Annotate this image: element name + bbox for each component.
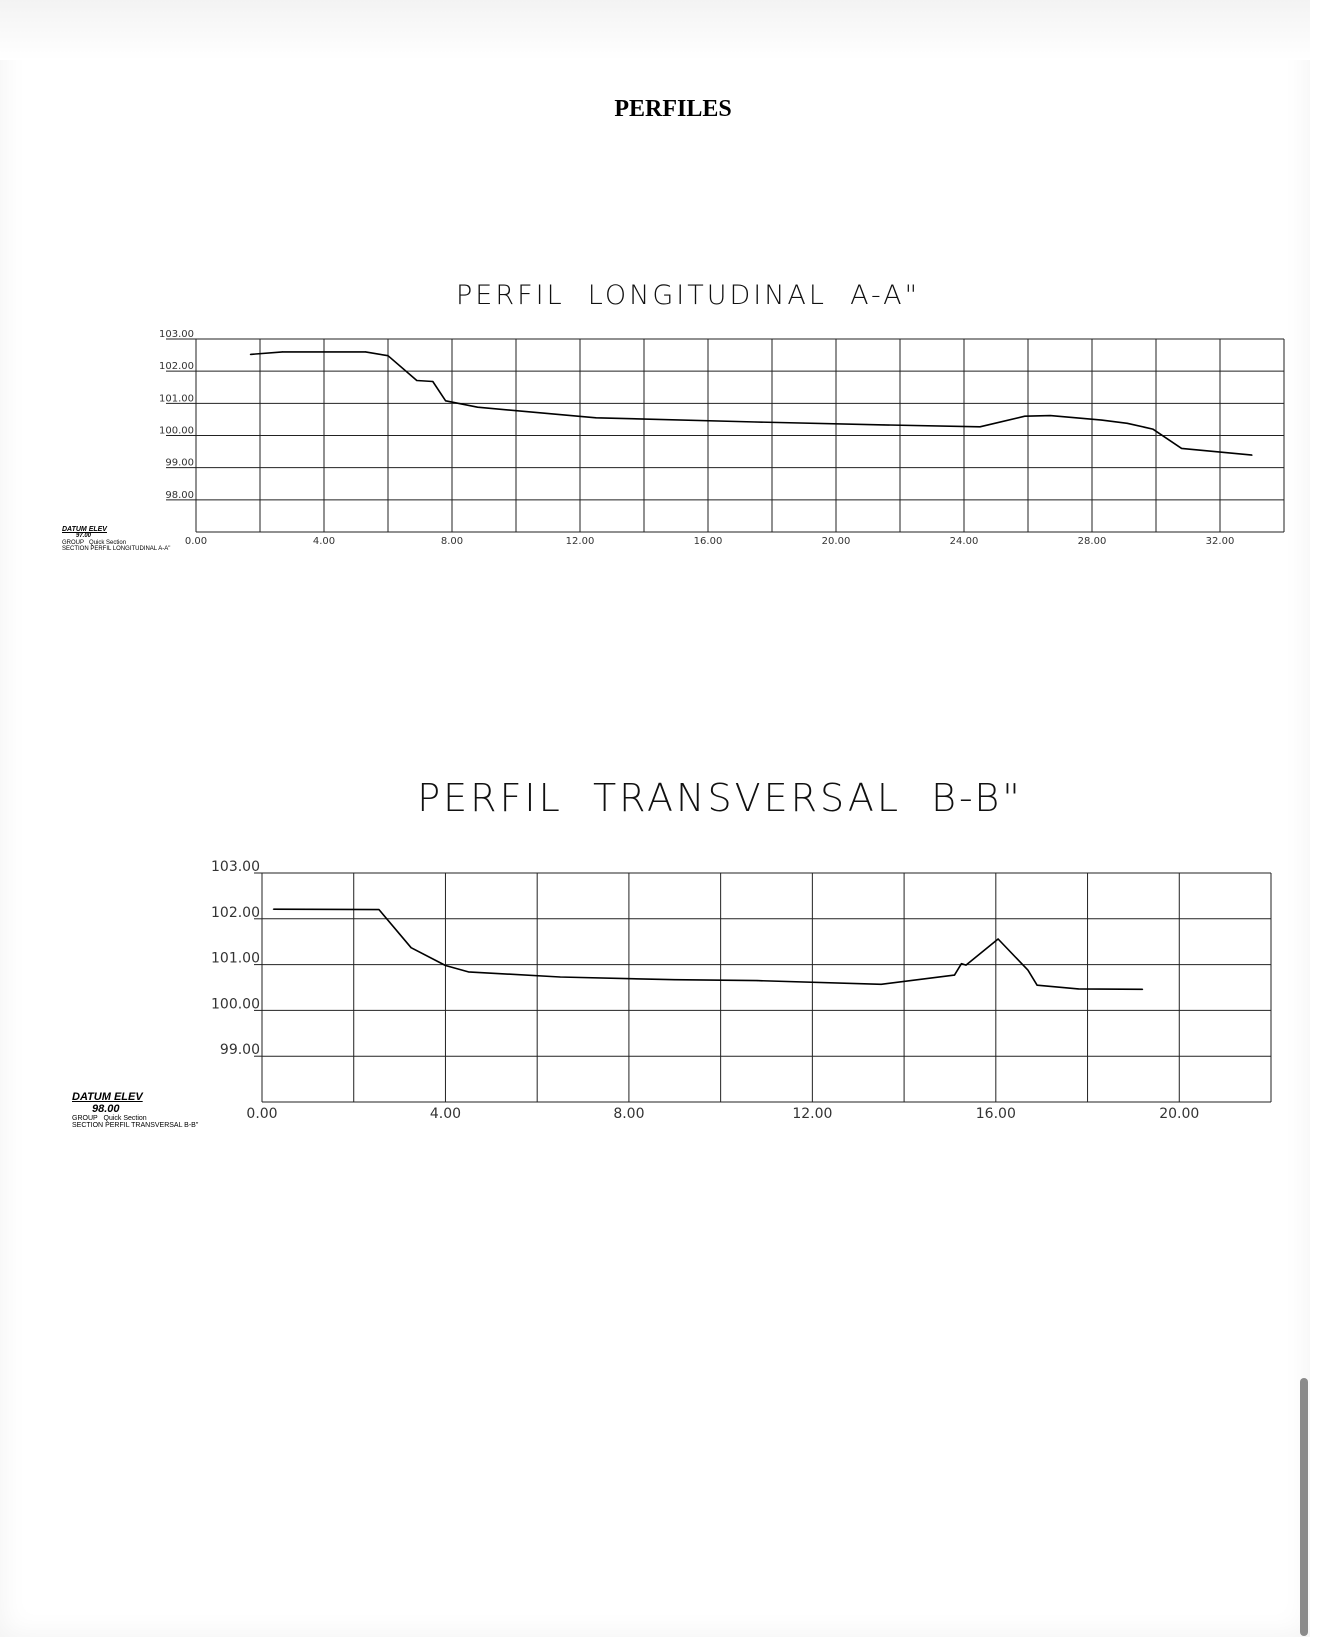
- datum-group-label: GROUP: [62, 539, 85, 546]
- profile-point: [1152, 428, 1153, 429]
- x-tick-label: 8.00: [440, 536, 464, 547]
- profile-point: [755, 421, 756, 422]
- chart-title-transversal: PERFIL TRANSVERSAL B-B": [417, 776, 1023, 820]
- profile-point: [979, 426, 980, 427]
- x-tick-label: 20.00: [1159, 1106, 1200, 1122]
- datum-block-longitudinal: [62, 526, 170, 552]
- profile-line: [274, 909, 1143, 989]
- profile-point: [998, 938, 999, 939]
- profile-point: [445, 965, 446, 966]
- page-title: PERFILES: [614, 96, 732, 122]
- profile-point: [595, 417, 596, 418]
- datum-section-label: SECTION: [72, 1122, 104, 1130]
- y-tick-label: 99.00: [219, 1042, 260, 1059]
- datum-section-row: [72, 1122, 198, 1129]
- profile-point: [674, 979, 675, 980]
- chart-title-longitudinal: PERFIL LONGITUDINAL A-A": [455, 280, 920, 311]
- x-tick-label: 0.00: [184, 536, 208, 547]
- vertical-scrollbar[interactable]: [1300, 1378, 1308, 1636]
- datum-value: 98.00: [92, 1102, 120, 1115]
- y-tick-label: 102.00: [159, 361, 194, 373]
- x-tick-label: 4.00: [312, 536, 336, 547]
- datum-section-value: PERFIL LONGITUDINAL A-A": [90, 545, 171, 552]
- profile-point: [1050, 415, 1051, 416]
- datum-group-row: [72, 1115, 198, 1122]
- x-tick-label: 24.00: [949, 536, 979, 547]
- x-tick-label: 16.00: [975, 1106, 1016, 1122]
- profile-point: [1101, 419, 1102, 420]
- profile-point: [365, 351, 366, 352]
- y-tick-label: 100.00: [159, 425, 194, 437]
- profile-point: [757, 980, 758, 981]
- datum-section-row: [62, 546, 170, 552]
- x-tick-label: 16.00: [693, 536, 723, 547]
- datum-group-value: Quick Section: [89, 539, 127, 546]
- profile-point: [432, 381, 433, 382]
- profile-point: [1024, 416, 1025, 417]
- profile-point: [445, 400, 446, 401]
- datum-group-value: Quick Section: [103, 1115, 147, 1123]
- profile-point: [273, 909, 274, 910]
- profile-point: [378, 909, 379, 910]
- datum-heading: DATUM ELEV: [72, 1091, 143, 1103]
- profile-point: [883, 424, 884, 425]
- datum-block-transversal: [72, 1092, 198, 1130]
- page-top-shade: [0, 0, 1310, 60]
- profile-point: [965, 964, 966, 965]
- x-tick-label: 28.00: [1077, 536, 1107, 547]
- profile-point: [881, 984, 882, 985]
- datum-group-label: GROUP: [72, 1115, 98, 1123]
- x-tick-label: 8.00: [613, 1106, 645, 1122]
- datum-heading: DATUM ELEV: [62, 526, 107, 533]
- x-tick-label: 0.00: [246, 1106, 278, 1122]
- y-tick-label: 101.00: [211, 950, 260, 967]
- profile-point: [416, 380, 417, 381]
- profile-point: [1251, 455, 1252, 456]
- y-tick-label: 101.00: [159, 393, 194, 405]
- profile-point: [1027, 969, 1028, 970]
- profile-point: [410, 947, 411, 948]
- profile-point: [1181, 448, 1182, 449]
- profile-point: [1078, 988, 1079, 989]
- y-tick-label: 98.00: [165, 489, 194, 501]
- x-tick-label: 4.00: [429, 1106, 462, 1122]
- y-tick-label: 100.00: [211, 996, 260, 1013]
- profile-point: [1036, 985, 1037, 986]
- x-tick-label: 20.00: [821, 536, 851, 547]
- profile-point: [387, 355, 388, 356]
- profile-point: [560, 976, 561, 977]
- y-tick-label: 103.00: [159, 329, 194, 340]
- profile-point: [1127, 423, 1128, 424]
- y-tick-label: 103.00: [211, 859, 260, 875]
- x-tick-label: 12.00: [565, 536, 595, 547]
- datum-section-label: SECTION: [62, 545, 89, 552]
- profile-point: [468, 971, 469, 972]
- profile-point: [954, 975, 955, 976]
- profile-point: [1142, 989, 1143, 990]
- chart-longitudinal-profile: [0, 330, 1320, 570]
- profile-point: [961, 963, 962, 964]
- datum-section-value: PERFIL TRANSVERSAL B-B": [105, 1122, 199, 1130]
- x-tick-label: 32.00: [1205, 536, 1235, 547]
- x-tick-label: 12.00: [792, 1106, 833, 1122]
- datum-value: 97.00: [76, 533, 92, 540]
- profile-point: [250, 354, 251, 355]
- y-tick-label: 99.00: [165, 457, 194, 469]
- profile-point: [477, 407, 478, 408]
- chart-transversal-profile: [0, 859, 1320, 1123]
- y-tick-label: 102.00: [211, 904, 260, 921]
- profile-point: [282, 351, 283, 352]
